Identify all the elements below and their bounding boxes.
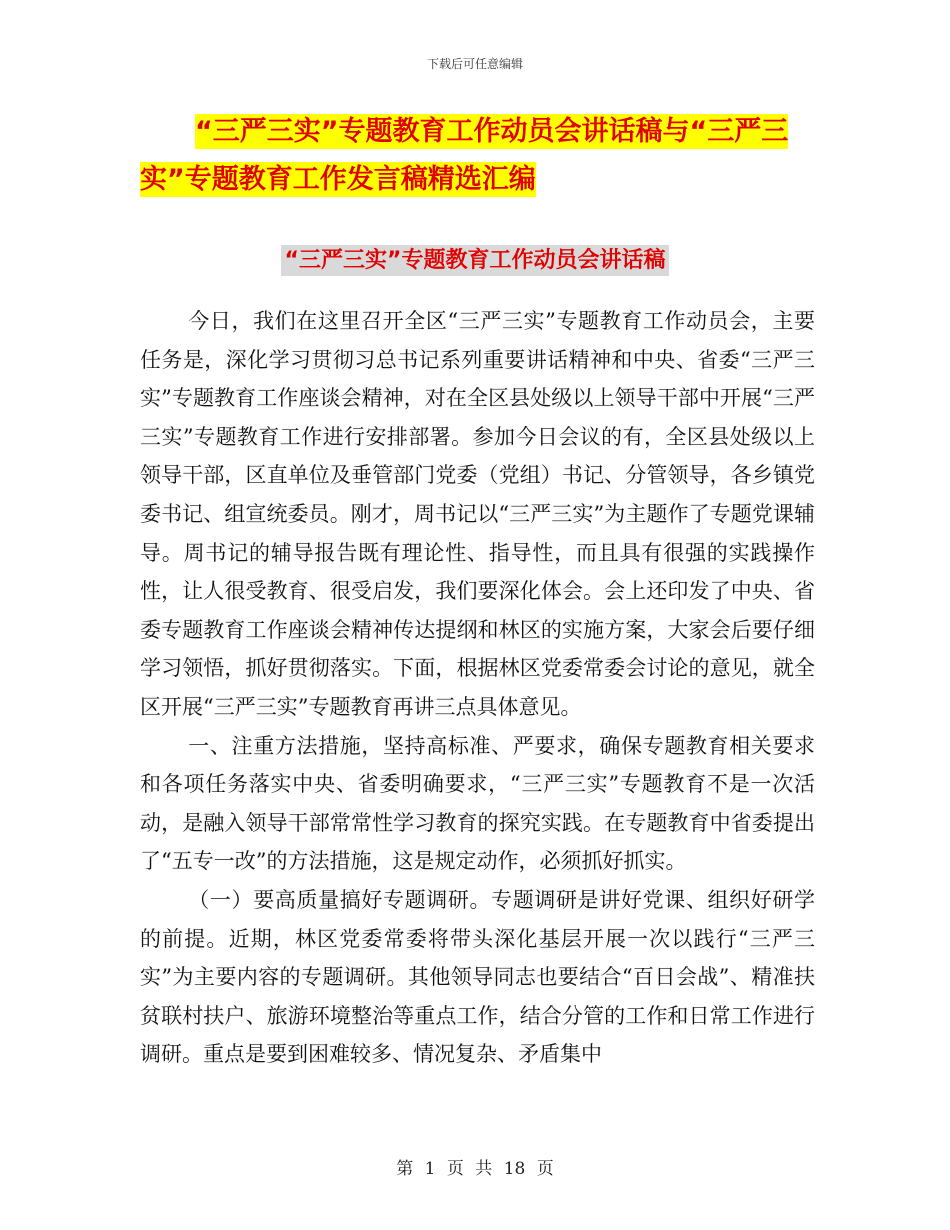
title-line-2: 实”专题教育工作发言稿精选汇编: [140, 164, 536, 195]
section-title: [0, 243, 950, 274]
page-number-footer: 第 1 页 共 18 页: [396, 1159, 554, 1179]
paragraph-3: （一）要高质量搞好专题调研。专题调研是讲好党课、组织好研学的前提。近期，林区党委常委将带头深化基层开展一次以践行“三严三实”为主要内容的专题调研。其他领导同志也要结合“百日会战”、精准扶贫联村扶户、旅游环境整治等重点工作，结合分管的工作和日常工作进行调研。重点是要到困难较多、情况复杂、矛盾集中: [140, 887, 815, 1067]
paragraph-1: 今日，我们在这里召开全区“三严三实”专题教育工作动员会，主要任务是，深化学习贯彻习总书记系列重要讲话精神和中央、省委“三严三实”专题教育工作座谈会精神，对在全区县处级以上领导干部中开展“三严三实”专题教育工作进行安排部署。参加今日会议的有，全区县处级以上领导干部，区直单位及垂管部门党委（党组）书记、分管领导，各乡镇党委书记、组宣统委员。刚才，周书记以“三严三实”为主题作了专题党课辅导。周书记的辅导报告既有理论性、指导性，而且具有很强的实践操作性，让人很受教育、很受启发，我们要深化体会。会上还印发了中央、省委专题教育工作座谈会精神传达提纲和林区的实施方案，大家会后要仔细学习领悟，抓好贯彻落实。下面，根据林区党委常委会讨论的意见，就全区开展“三严三实”专题教育再讲三点具体意见。: [140, 309, 815, 719]
document-body: [140, 302, 815, 1074]
section-title-text: “三严三实”专题教育工作动员会讲话稿: [281, 245, 670, 276]
document-title: [140, 108, 820, 204]
header-note: 下载后可任意编辑: [426, 57, 523, 71]
paragraph-2: 一、注重方法措施，坚持高标准、严要求，确保专题教育相关要求和各项任务落实中央、省委明确要求，“三严三实”专题教育不是一次活动，是融入领导干部常常性学习教育的探究实践。在专题教育中省委提出了“五专一改”的方法措施，这是规定动作，必须抓好抓实。: [140, 733, 815, 874]
title-line-1: “三严三实”专题教育工作动员会讲话稿与“三严三: [195, 116, 789, 147]
